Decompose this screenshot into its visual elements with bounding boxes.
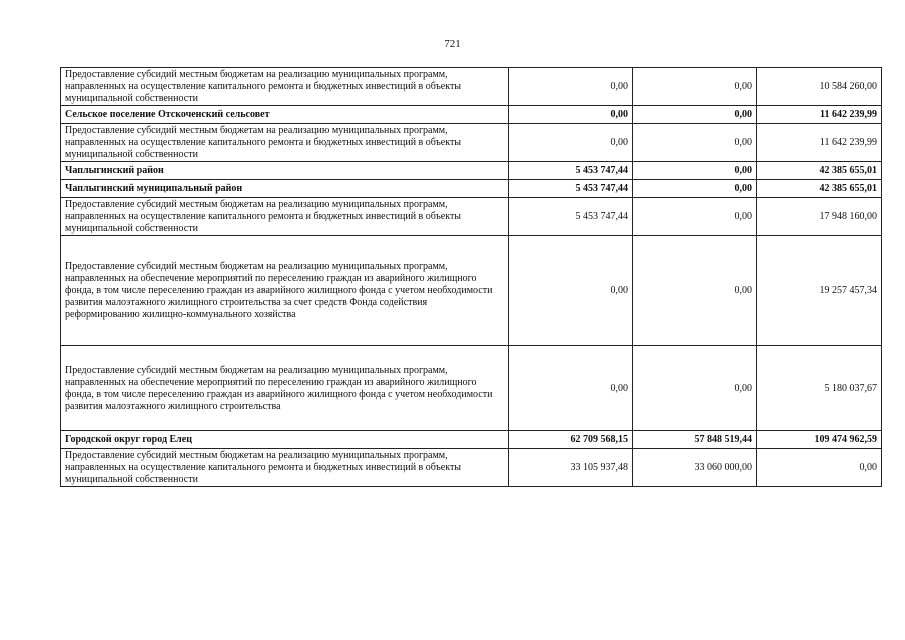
row-name: Предоставление субсидий местным бюджетам на реализацию муниципальных программ, направленных на осуществление капитального ремонта и бюджетных инвестиций в объекты муниципальной собственности	[61, 198, 509, 236]
row-value-3: 11 642 239,99	[757, 124, 882, 162]
row-value-3: 109 474 962,59	[757, 431, 882, 449]
row-value-1: 5 453 747,44	[509, 198, 633, 236]
row-name: Предоставление субсидий местным бюджетам на реализацию муниципальных программ, направленных на осуществление капитального ремонта и бюджетных инвестиций в объекты муниципальной собственности	[61, 449, 509, 487]
row-value-2: 0,00	[633, 124, 757, 162]
table-row-subtotal	[61, 106, 882, 124]
row-value-2: 0,00	[633, 106, 757, 124]
row-name: Предоставление субсидий местным бюджетам на реализацию муниципальных программ, направленных на обеспечение мероприятий по переселению граждан из аварийного жилищного фонда, в том числе переселению граждан из аварийного жилищного фонда с учетом необходимости развития малоэтажного жилищного строительства за счет средств Фонда содействия реформированию жилищно-коммунального хозяйства	[61, 236, 509, 346]
row-value-3: 0,00	[757, 449, 882, 487]
row-value-1: 5 453 747,44	[509, 180, 633, 198]
row-value-3: 42 385 655,01	[757, 180, 882, 198]
row-value-3: 17 948 160,00	[757, 198, 882, 236]
row-value-2: 0,00	[633, 180, 757, 198]
row-name: Сельское поселение Отскоченский сельсовет	[61, 106, 509, 124]
row-value-1: 0,00	[509, 236, 633, 346]
table-row	[61, 198, 882, 236]
row-value-1: 0,00	[509, 106, 633, 124]
row-value-2: 0,00	[633, 236, 757, 346]
row-value-1: 0,00	[509, 68, 633, 106]
table-row-subtotal	[61, 180, 882, 198]
table-row-subtotal	[61, 162, 882, 180]
budget-table	[60, 67, 882, 487]
row-value-3: 11 642 239,99	[757, 106, 882, 124]
row-value-3: 5 180 037,67	[757, 346, 882, 431]
row-value-3: 19 257 457,34	[757, 236, 882, 346]
row-value-1: 62 709 568,15	[509, 431, 633, 449]
row-value-1: 0,00	[509, 124, 633, 162]
row-name: Предоставление субсидий местным бюджетам на реализацию муниципальных программ, направленных на обеспечение мероприятий по переселению граждан из аварийного жилищного фонда, в том числе переселению граждан из аварийного жилищного фонда с учетом необходимости развития малоэтажного жилищного строительства	[61, 346, 509, 431]
row-name: Чаплыгинский муниципальный район	[61, 180, 509, 198]
row-name: Предоставление субсидий местным бюджетам на реализацию муниципальных программ, направленных на осуществление капитального ремонта и бюджетных инвестиций в объекты муниципальной собственности	[61, 68, 509, 106]
row-value-3: 42 385 655,01	[757, 162, 882, 180]
row-value-2: 0,00	[633, 162, 757, 180]
row-value-1: 5 453 747,44	[509, 162, 633, 180]
table-row	[61, 68, 882, 106]
row-name: Городской округ город Елец	[61, 431, 509, 449]
row-value-1: 33 105 937,48	[509, 449, 633, 487]
row-name: Предоставление субсидий местным бюджетам на реализацию муниципальных программ, направленных на осуществление капитального ремонта и бюджетных инвестиций в объекты муниципальной собственности	[61, 124, 509, 162]
table-row-subtotal	[61, 431, 882, 449]
row-value-3: 10 584 260,00	[757, 68, 882, 106]
row-value-2: 0,00	[633, 68, 757, 106]
row-value-2: 57 848 519,44	[633, 431, 757, 449]
table-row	[61, 449, 882, 487]
row-name: Чаплыгинский район	[61, 162, 509, 180]
page-number: 721	[444, 38, 461, 50]
row-value-2: 33 060 000,00	[633, 449, 757, 487]
table-row	[61, 124, 882, 162]
row-value-1: 0,00	[509, 346, 633, 431]
row-value-2: 0,00	[633, 198, 757, 236]
table-row	[61, 236, 882, 346]
table-row	[61, 346, 882, 431]
row-value-2: 0,00	[633, 346, 757, 431]
